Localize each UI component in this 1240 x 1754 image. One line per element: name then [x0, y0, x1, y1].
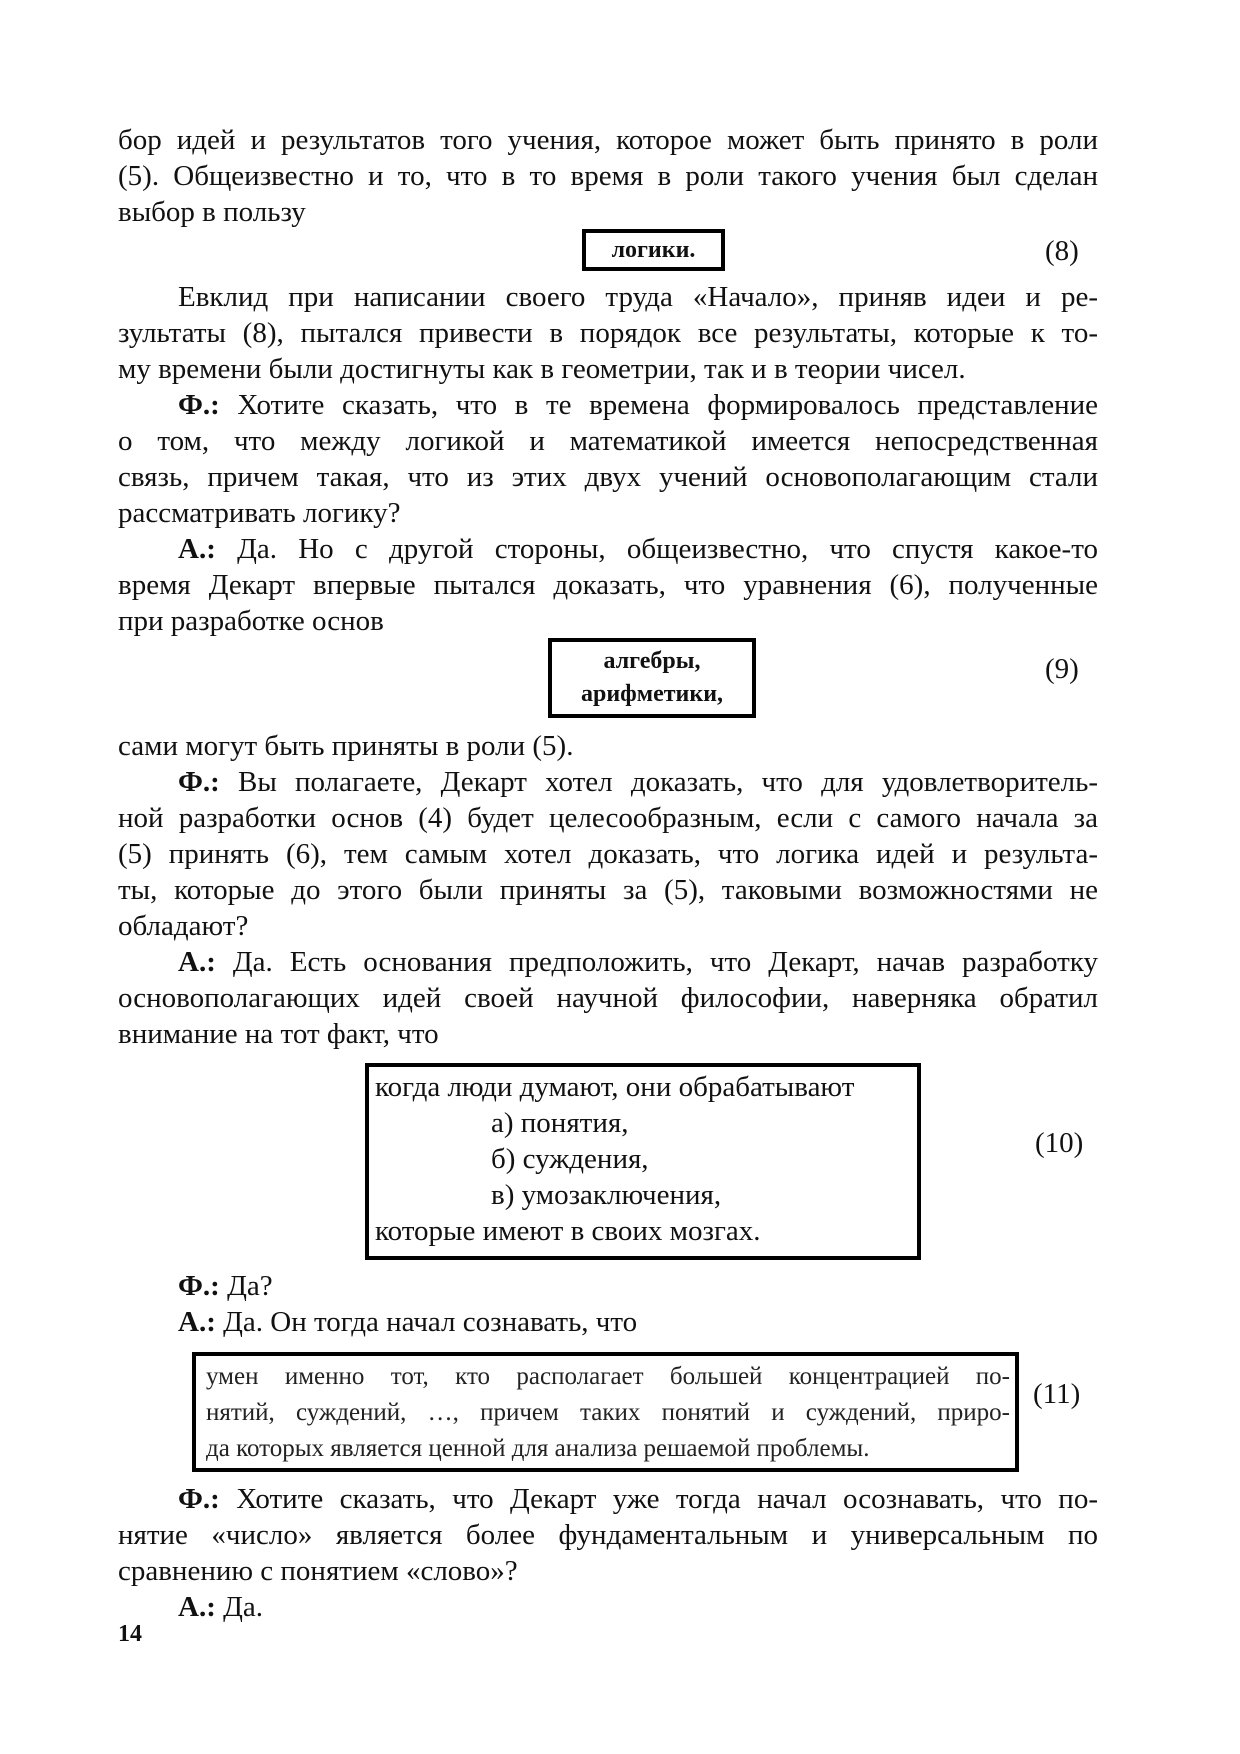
formula-box-9 [548, 638, 756, 718]
text-line: (5) принять (6), тем самым хотел доказать, что логика идей и результа- [118, 838, 1098, 870]
formula-text: да которых является ценной для анализа решаемой проблемы. [206, 1435, 870, 1462]
speaker-label: А.: [178, 1591, 216, 1623]
text-line: ты, которые до этого были приняты за (5), таковыми возможностями не [118, 874, 1098, 906]
text-line: основополагающих идей своей научной философии, наверняка обратил [118, 982, 1098, 1014]
text-line: о том, что между логикой и математикой имеется непосредственная [118, 425, 1098, 457]
text-line: внимание на тот факт, что [118, 1018, 439, 1050]
text-line: время Декарт впервые пытался доказать, что уравнения (6), полученные [118, 569, 1098, 601]
formula-text: арифметики, [580, 681, 724, 707]
formula-text: умен именно тот, кто располагает большей концентрацией по- [206, 1363, 1010, 1390]
dialogue-line: Ф.: Хотите сказать, что Декарт уже тогда начал осознавать, что по- [178, 1483, 1098, 1515]
dialogue-line: Ф.: Вы полагаете, Декарт хотел доказать, что для удовлетворитель- [178, 766, 1098, 798]
formula-text: когда люди думают, они обрабатывают [375, 1071, 855, 1103]
formula-list-item: б) суждения, [491, 1143, 649, 1175]
formula-box-11 [192, 1352, 1019, 1472]
equation-number-10: (10) [1035, 1127, 1084, 1159]
formula-box-10 [365, 1063, 921, 1260]
dialogue-line: А.: Да. Есть основания предположить, что Декарт, начав разработку [178, 946, 1098, 978]
formula-list-item: в) умозаключения, [491, 1179, 722, 1211]
text-line: бор идей и результатов того учения, которое может быть принято в роли [118, 124, 1098, 156]
dialogue-line: А.: Да. [178, 1591, 264, 1623]
formula-list-item: а) понятия, [491, 1107, 629, 1139]
equation-number-8: (8) [1045, 235, 1079, 267]
text-line: (5). Общеизвестно и то, что в то время в роли такого учения был сделан [118, 160, 1098, 192]
speaker-label: Ф.: [178, 1483, 220, 1515]
page-number: 14 [118, 1621, 142, 1647]
text-line: нятие «число» является более фундаментальным и универсальным по [118, 1519, 1098, 1551]
text-line: рассматривать логику? [118, 497, 401, 529]
text-line: выбор в пользу [118, 196, 306, 228]
speaker-label: Ф.: [178, 1270, 220, 1302]
formula-text: нятий, суждений, …, причем таких понятий и суждений, приро- [206, 1399, 1010, 1426]
formula-box-8 [582, 229, 725, 271]
text-line: ной разработки основ (4) будет целесообразным, если с самого начала за [118, 802, 1098, 834]
dialogue-line: Ф.: Да? [178, 1270, 273, 1302]
text-line: сравнению с понятием «слово»? [118, 1555, 518, 1587]
formula-text: которые имеют в своих мозгах. [375, 1215, 761, 1247]
text-line: при разработке основ [118, 605, 384, 637]
speaker-label: А.: [178, 946, 216, 978]
dialogue-line: Ф.: Хотите сказать, что в те времена формировалось представление [178, 389, 1098, 421]
speaker-label: А.: [178, 1306, 216, 1338]
text-line: му времени были достигнуты как в геометрии, так и в теории чисел. [118, 353, 966, 385]
text-line: зультаты (8), пытался привести в порядок все результаты, которые к то- [118, 317, 1098, 349]
text-line: связь, причем такая, что из этих двух учений основополагающим стали [118, 461, 1098, 493]
speaker-label: Ф.: [178, 389, 220, 421]
speaker-label: Ф.: [178, 766, 220, 798]
text-line: Евклид при написании своего труда «Начало», приняв идеи и ре- [178, 281, 1098, 313]
equation-number-9: (9) [1045, 653, 1079, 685]
equation-number-11: (11) [1033, 1378, 1081, 1410]
dialogue-line: А.: Да. Он тогда начал сознавать, что [178, 1306, 638, 1338]
speaker-label: А.: [178, 533, 216, 565]
dialogue-line: А.: Да. Но с другой стороны, общеизвестно, что спустя какое-то [178, 533, 1098, 565]
formula-text: алгебры, [603, 648, 701, 674]
formula-text: логики. [611, 237, 696, 263]
text-line: сами могут быть приняты в роли (5). [118, 730, 574, 762]
text-line: обладают? [118, 910, 249, 942]
